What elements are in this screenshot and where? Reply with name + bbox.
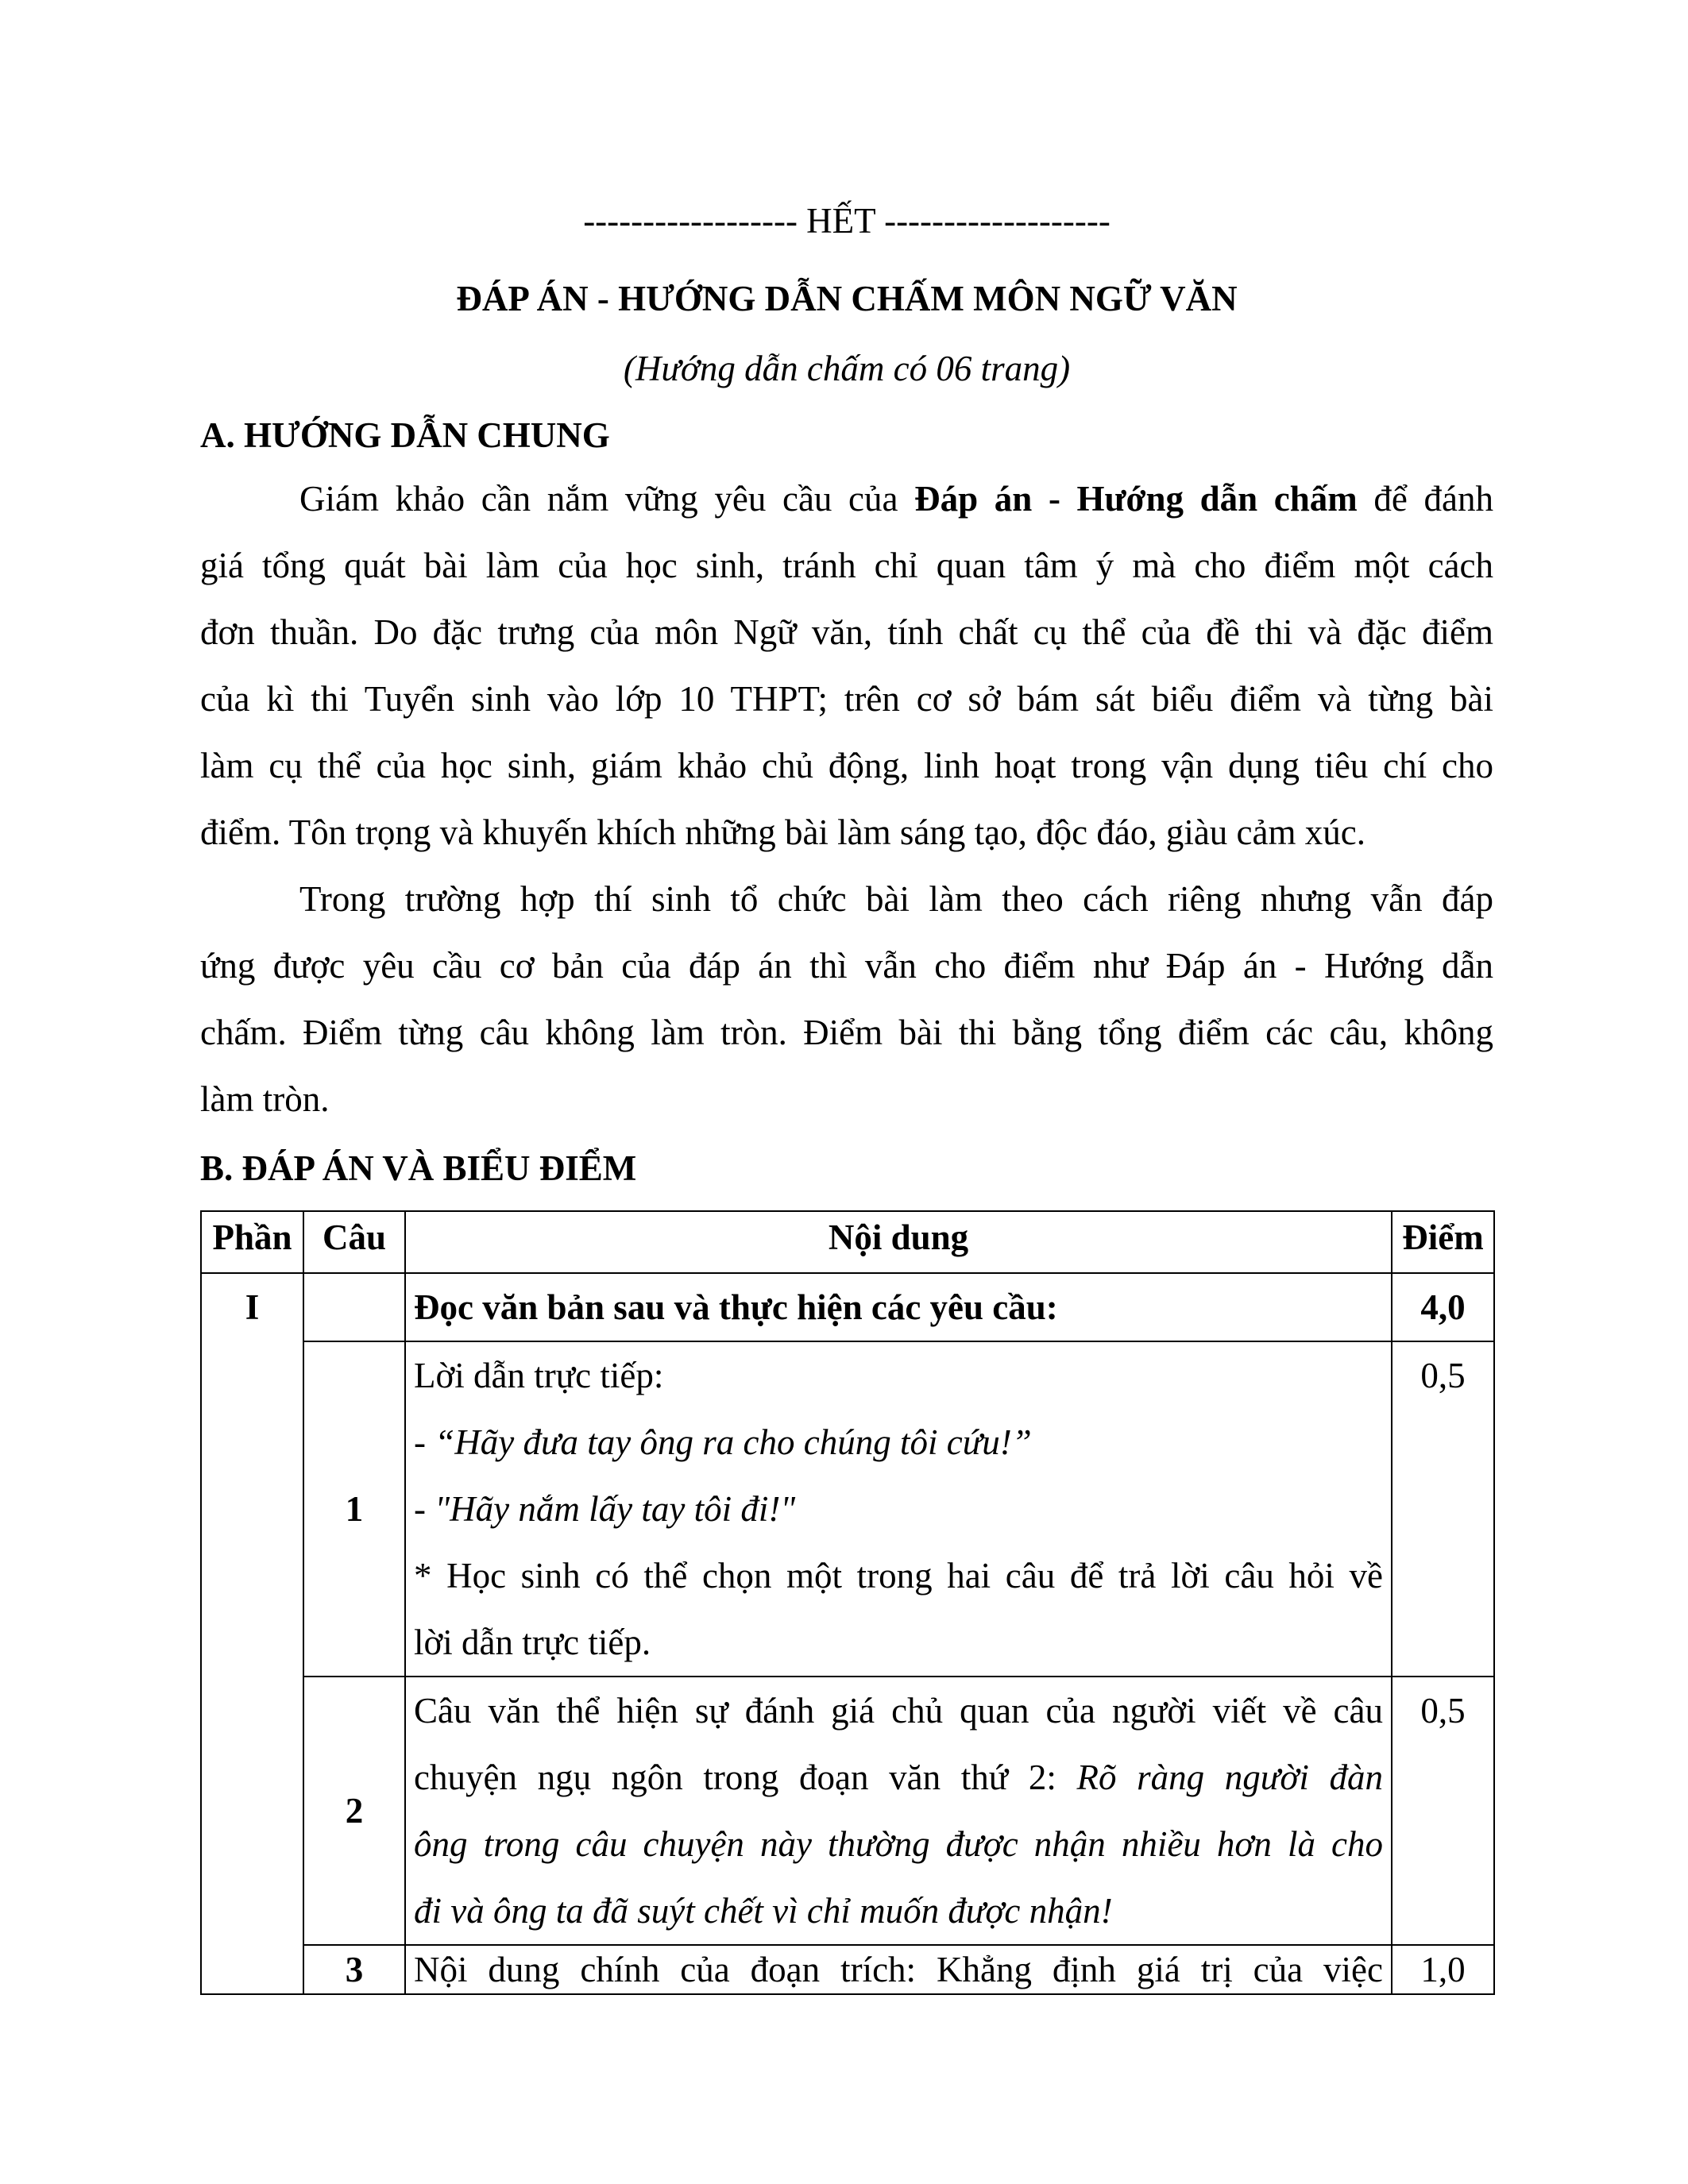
table-row <box>201 1273 1494 1341</box>
table-row <box>201 1945 1494 1994</box>
emphasis-text: Đáp án - Hướng dẫn chấm <box>914 479 1358 519</box>
question-number: 1 <box>303 1341 405 1677</box>
score-cell: 0,5 <box>1392 1677 1494 1945</box>
column-header-phan: Phần <box>201 1211 303 1273</box>
paragraph-line: làm cụ thể của học sinh, giám khảo chủ động, linh hoạt trong vận dụng tiêu chí cho <box>200 746 1493 785</box>
paragraph-line: ứng được yêu cầu cơ bản của đáp án thì vẫn cho điểm như Đáp án - Hướng dẫn <box>200 946 1493 986</box>
score-cell: 4,0 <box>1392 1273 1494 1341</box>
section-a-heading: A. HƯỚNG DẪN CHUNG <box>200 415 610 455</box>
paragraph-line: của kì thi Tuyển sinh vào lớp 10 THPT; trên cơ sở bám sát biểu điểm và từng bài <box>200 679 1493 719</box>
paragraph-line: chấm. Điểm từng câu không làm tròn. Điểm bài thi bằng tổng điểm các câu, không <box>200 1013 1493 1052</box>
score-cell: 1,0 <box>1392 1945 1494 1994</box>
part-cell: I <box>201 1273 303 1994</box>
content-cell: Câu văn thể hiện sự đánh giá chủ quan của người viết về câu chuyện ngụ ngôn trong đoạn văn thứ 2: Rõ ràng người đàn ông trong câu chuyện này thường được nhận nhiều hơn là cho đi và ông ta đã suýt chết vì chỉ muốn được nhận! <box>405 1677 1392 1945</box>
question-cell <box>303 1273 405 1341</box>
paragraph-line: điểm. Tôn trọng và khuyến khích những bài làm sáng tạo, độc đáo, giàu cảm xúc. <box>200 812 1365 852</box>
end-marker: ------------------ HẾT ------------------- <box>583 201 1111 241</box>
paragraph-line: Trong trường hợp thí sinh tổ chức bài làm theo cách riêng nhưng vẫn đáp <box>299 879 1493 919</box>
column-header-diem: Điểm <box>1392 1211 1494 1273</box>
question-number: 2 <box>303 1677 405 1945</box>
answer-table <box>200 1210 1495 1995</box>
question-number: 3 <box>303 1945 405 1994</box>
paragraph-line: làm tròn. <box>200 1079 330 1119</box>
column-header-noi-dung: Nội dung <box>405 1211 1392 1273</box>
table-row <box>201 1341 1494 1677</box>
paragraph-line: Giám khảo cần nắm vững yêu cầu của Đáp án - Hướng dẫn chấm để đánh <box>299 479 1493 519</box>
table-header-row <box>201 1211 1494 1273</box>
section-b-heading: B. ĐÁP ÁN VÀ BIỂU ĐIỂM <box>200 1148 637 1188</box>
score-cell: 0,5 <box>1392 1341 1494 1677</box>
document-subtitle: (Hướng dẫn chấm có 06 trang) <box>623 349 1071 388</box>
content-cell: Nội dung chính của đoạn trích: Khẳng định giá trị của việc <box>405 1945 1392 1994</box>
document-title: ĐÁP ÁN - HƯỚNG DẪN CHẤM MÔN NGỮ VĂN <box>456 279 1238 318</box>
content-cell: Đọc văn bản sau và thực hiện các yêu cầu: <box>405 1273 1392 1341</box>
table-row <box>201 1677 1494 1945</box>
paragraph-line: giá tổng quát bài làm của học sinh, tránh chỉ quan tâm ý mà cho điểm một cách <box>200 546 1493 585</box>
content-cell: Lời dẫn trực tiếp: - “Hãy đưa tay ông ra cho chúng tôi cứu!” - "Hãy nắm lấy tay tôi đi!" * Học sinh có thể chọn một trong hai câu để trả lời câu hỏi về lời dẫn trực tiếp. <box>405 1341 1392 1677</box>
column-header-cau: Câu <box>303 1211 405 1273</box>
paragraph-line: đơn thuần. Do đặc trưng của môn Ngữ văn, tính chất cụ thể của đề thi và đặc điểm <box>200 612 1493 652</box>
